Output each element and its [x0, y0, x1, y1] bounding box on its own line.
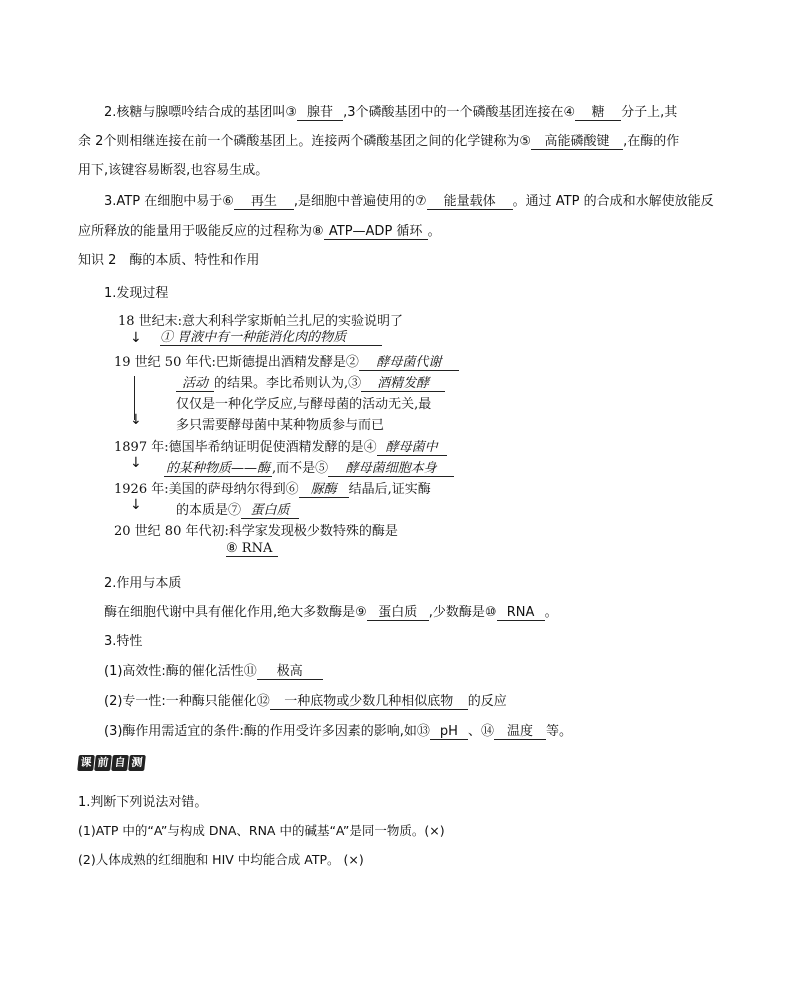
discover-19c: 19 世纪 50 年代:巴斯德提出酒精发酵是② 酵母菌代谢 — [114, 351, 459, 371]
blank-9: 蛋白质 — [367, 606, 429, 621]
p2-line1: 2.核糖与腺嘌呤结合成的基团叫③ 腺苷 ,3个磷酸基团中的一个磷酸基团连接在④ 糖 分子上,其 — [104, 105, 678, 120]
blank-d2a: 酵母菌代谢 — [359, 356, 459, 371]
blank-8: ATP—ADP 循环 — [324, 225, 428, 240]
arrow-down-icon: ↓ — [130, 412, 142, 428]
blank-14: 温度 — [494, 725, 546, 740]
blank-6: 再生 — [234, 195, 294, 210]
blank-d2b: 活动 — [176, 377, 214, 392]
blank-5: 高能磷酸键 — [531, 135, 623, 150]
trait-2: (2)专一性:一种酶只能催化⑫ 一种底物或少数几种相似底物 的反应 — [104, 694, 507, 709]
discover-title: 1.发现过程 — [104, 286, 169, 301]
blank-d4b: 的某种物质——酶 — [165, 461, 270, 476]
discover-1897: 1897 年:德国毕希纳证明促使酒精发酵的是④ 酵母菌中 — [114, 436, 447, 456]
arrow-down-icon: ↓ — [130, 455, 142, 471]
blank-10: RNA — [497, 606, 545, 621]
blank-7: 能量载体 — [427, 195, 513, 210]
arrow-down-icon: ↓ — [130, 330, 142, 346]
p2-line3: 用下,该键容易断裂,也容易生成。 — [78, 163, 269, 178]
arrow-down-icon: ↓ — [130, 497, 142, 513]
discover-20c: 20 世纪 80 年代初:科学家发现极少数特殊的酶是 — [114, 524, 398, 539]
blank-d7: 蛋白质 — [241, 504, 299, 519]
blank-d3: 酒精发酵 — [361, 377, 445, 392]
quiz-q1-2: (2)人体成熟的红细胞和 HIV 中均能合成 ATP。 (×) — [78, 852, 364, 867]
p3-line1: 3.ATP 在细胞中易于⑥ 再生 ,是细胞中普遍使用的⑦ 能量载体 。通过 ATP 的合成和水解使放能反 — [104, 194, 714, 209]
p3-line2: 应所释放的能量用于吸能反应的过程称为⑧ ATP—ADP 循环 。 — [78, 224, 441, 239]
trait-3: (3)酶作用需适宜的条件:酶的作用受许多因素的影响,如⑬ pH 、⑭ 温度 等。 — [104, 724, 572, 739]
section-heading: 知识 2 酶的本质、特性和作用 — [78, 253, 260, 268]
discover-1926: 1926 年:美国的萨母纳尔得到⑥ 脲酶 结晶后,证实酶 — [114, 482, 431, 497]
blank-d4a: 酵母菌中 — [377, 441, 447, 456]
blank-12: 一种底物或少数几种相似底物 — [270, 695, 468, 710]
blank-d1: ① 胃液中有一种能消化肉的物质 — [160, 331, 382, 346]
quiz-q1: 1.判断下列说法对错。 — [78, 795, 208, 810]
blank-d6: 脲酶 — [299, 483, 349, 498]
trait-1: (1)高效性:酶的催化活性⑪ 极高 — [104, 660, 323, 680]
discover-18c: 18 世纪末:意大利科学家斯帕兰扎尼的实验说明了 — [118, 314, 404, 329]
function-line: 酶在细胞代谢中具有催化作用,绝大多数酶是⑨ 蛋白质 ,少数酶是⑩ RNA 。 — [104, 605, 558, 620]
blank-3: 腺苷 — [297, 106, 343, 121]
blank-11: 极高 — [257, 665, 323, 680]
traits-title: 3.特性 — [104, 634, 143, 649]
blank-d5: 酵母菌细胞本身 — [328, 462, 454, 477]
blank-d8: ⑧ RNA — [226, 542, 278, 557]
blank-13: pH — [430, 725, 468, 740]
p2-line2: 余 2个则相继连接在前一个磷酸基团上。连接两个磷酸基团之间的化学键称为⑤ 高能磷酸键 ,在酶的作 — [78, 134, 680, 149]
blank-4: 糖 — [575, 106, 621, 121]
quiz-q1-1: (1)ATP 中的“A”与构成 DNA、RNA 中的碱基“A”是同一物质。(×) — [78, 823, 445, 838]
function-title: 2.作用与本质 — [104, 576, 182, 591]
pre-class-test-badge: 课 前 自 测 — [78, 755, 148, 772]
